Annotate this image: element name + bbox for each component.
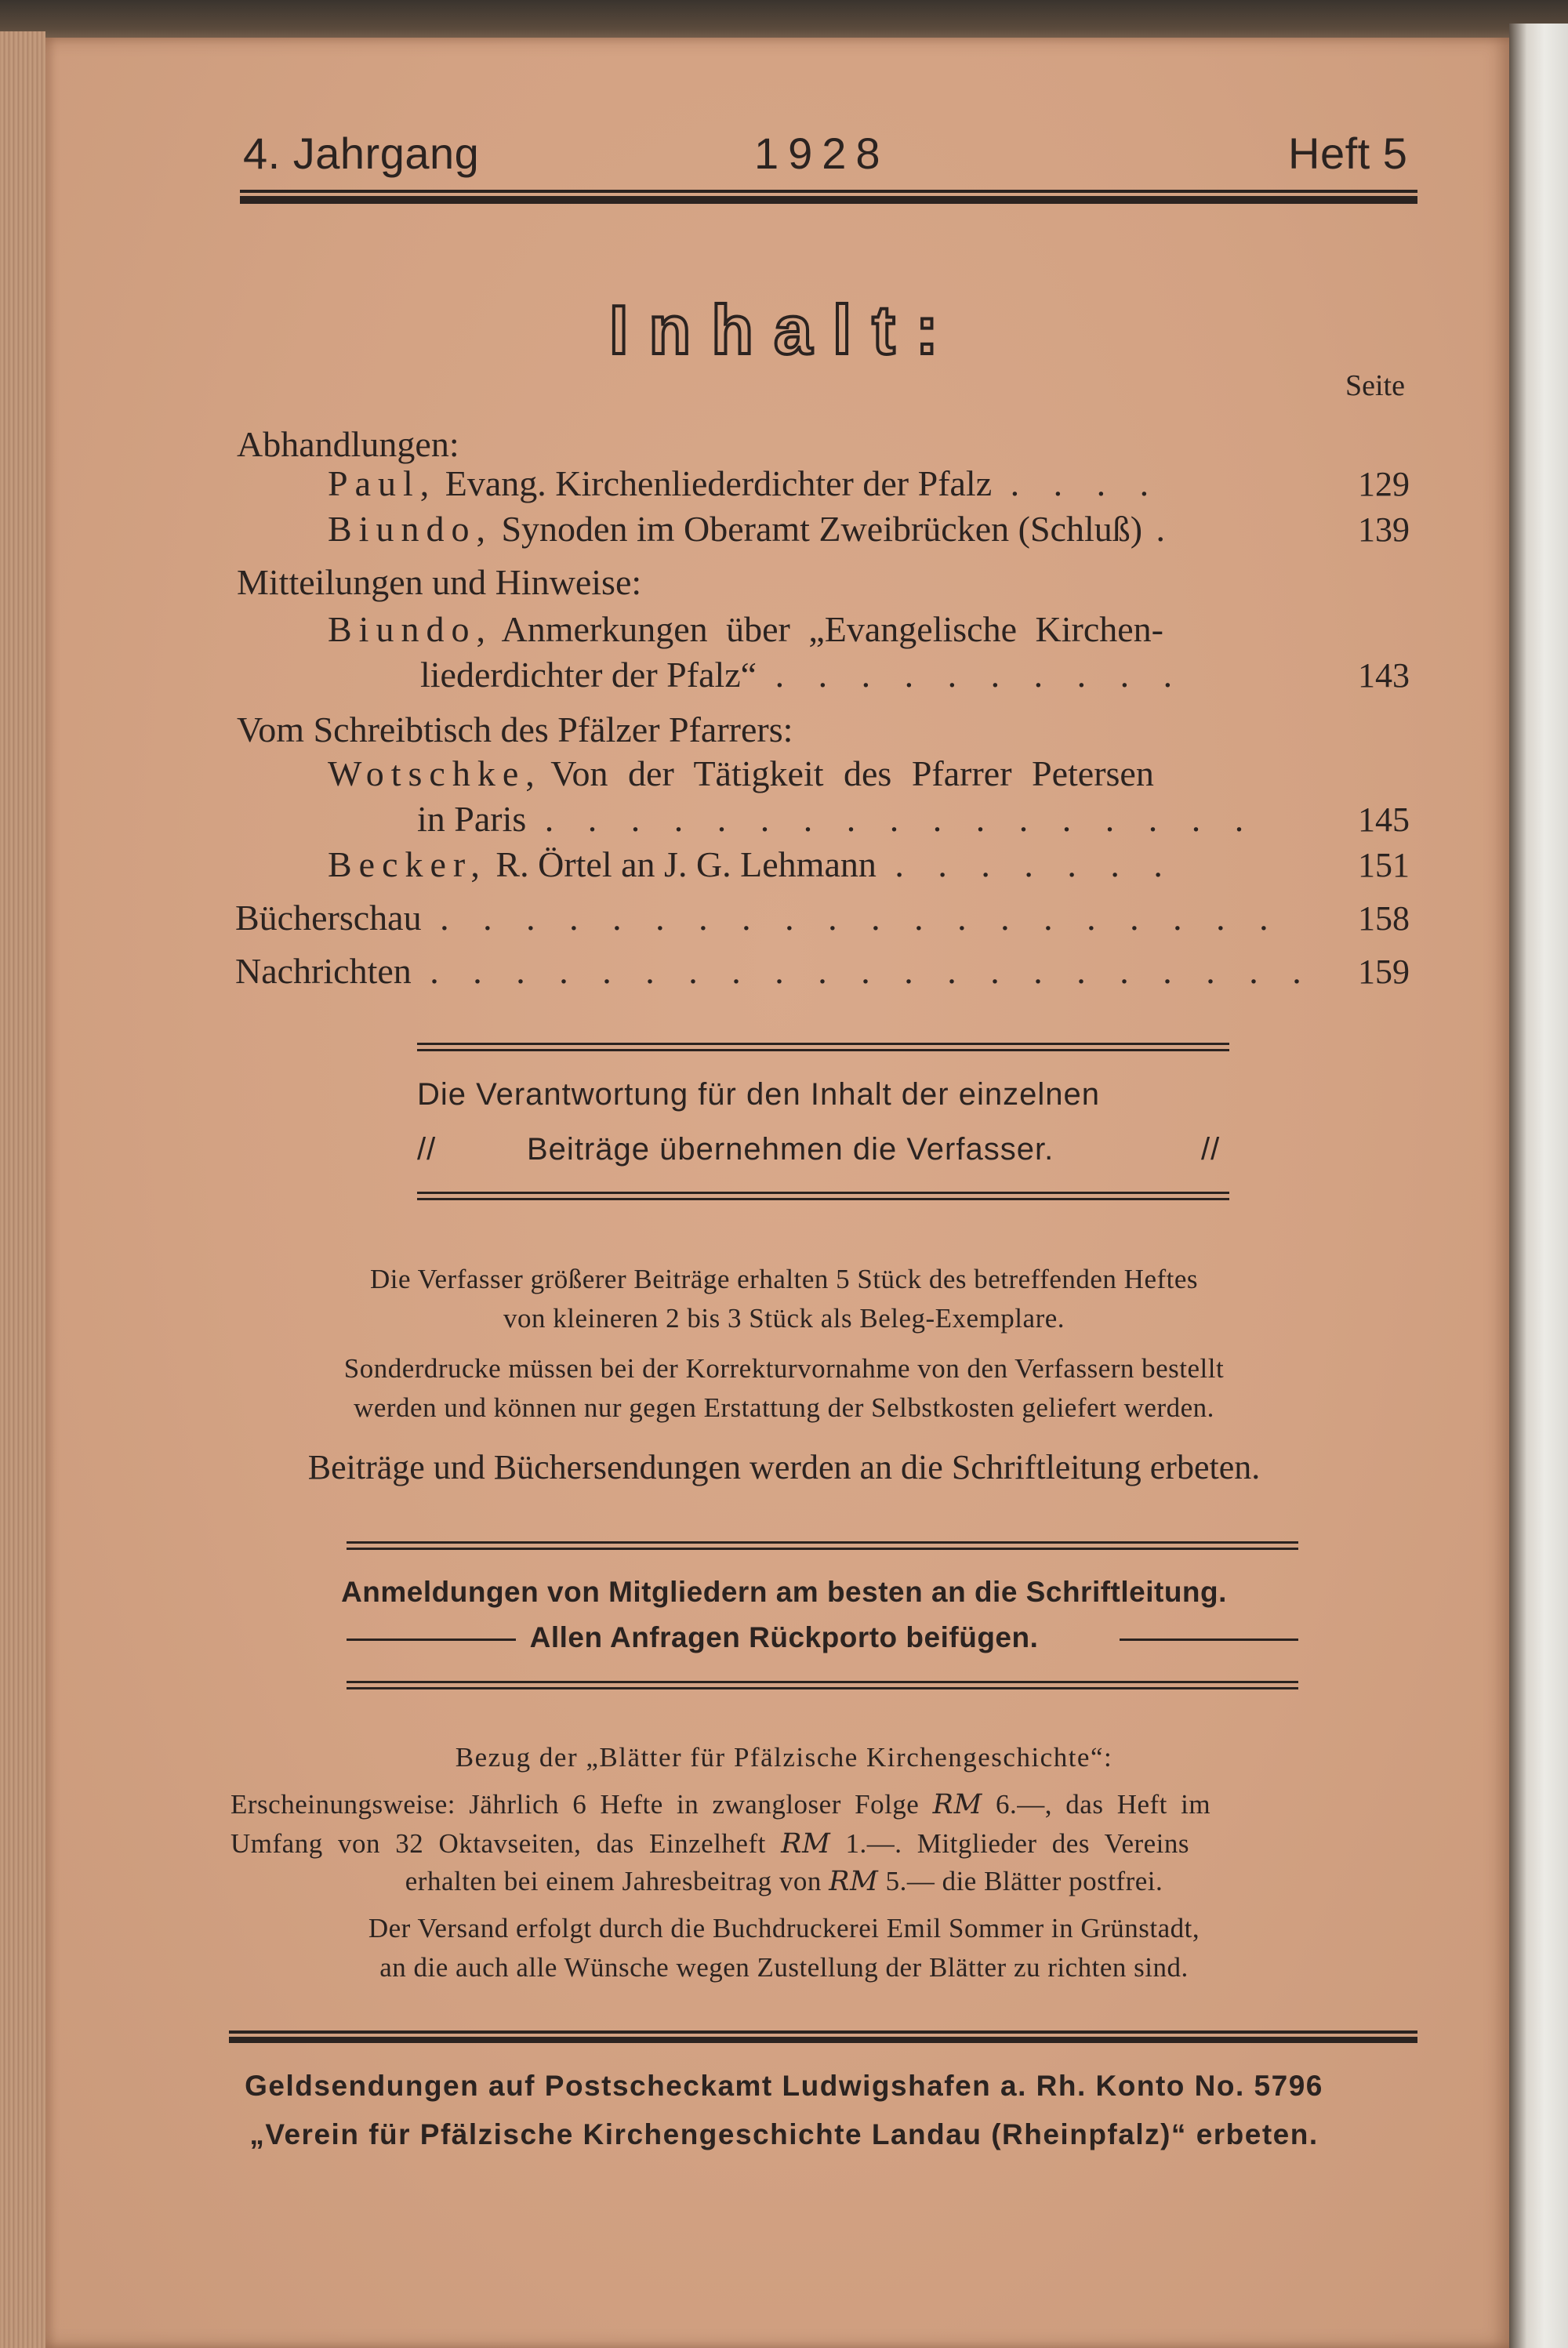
toc-title: Synoden im Oberamt Zweibrücken (Schluß)	[501, 509, 1143, 549]
subscription-text: Umfang von 32 Oktavseiten, das Einzelheft	[230, 1828, 766, 1859]
toc-title: Anmerkungen über „Evangelische Kirchen-	[501, 609, 1163, 649]
subscription-text: 5.— die Blätter postfrei.	[885, 1866, 1163, 1896]
toc-page-number: 143	[1358, 656, 1410, 695]
toc-entry	[328, 463, 1161, 504]
toc-author: Becker,	[328, 844, 487, 884]
toc-author: Biundo,	[328, 509, 492, 549]
dash-rule-right	[1120, 1639, 1298, 1641]
divider-rule	[347, 1681, 1298, 1683]
subscription-text: erhalten bei einem Jahresbeitrag von	[405, 1866, 822, 1896]
divider-rule	[347, 1687, 1298, 1689]
responsibility-line2: Beiträge übernehmen die Verfasser.	[527, 1132, 1054, 1167]
toc-entry-nachrichten	[235, 950, 1314, 992]
toc-page-number: 139	[1358, 510, 1410, 549]
toc-entry	[328, 608, 1163, 650]
responsibility-line1: Die Verantwortung für den Inhalt der einzelnen	[417, 1077, 1100, 1112]
page-column-label: Seite	[1345, 369, 1405, 402]
toc-title: Von der Tätigkeit des Pfarrer Petersen	[550, 753, 1154, 793]
toc-title: R. Örtel an J. G. Lehmann	[495, 844, 877, 884]
toc-page-number: 158	[1358, 899, 1410, 938]
toc-page-number: 129	[1358, 465, 1410, 503]
toc-entry-buecherschau	[235, 897, 1281, 938]
membership-line1: Anmeldungen von Mitgliedern am besten an die Schriftleitung.	[341, 1576, 1227, 1608]
footer-rule-thick	[229, 2037, 1417, 2043]
responsibility-mark-left: //	[417, 1132, 437, 1167]
authors-note-line4: werden und können nur gegen Erstattung der Selbstkosten geliefert werden.	[354, 1392, 1214, 1423]
toc-leader: . . . . . . . . . .	[775, 655, 1185, 695]
divider-rule	[417, 1049, 1229, 1051]
subscription-line2	[230, 1789, 1210, 1820]
toc-entry	[328, 753, 1154, 794]
divider-rule	[347, 1541, 1298, 1544]
subscription-line1: Bezug der „Blätter für Pfälzische Kirchengeschichte“:	[455, 1742, 1113, 1773]
toc-title-continued: in Paris	[417, 799, 527, 839]
section-heading-buecherschau: Bücherschau	[235, 898, 422, 938]
responsibility-mark-right: //	[1201, 1132, 1221, 1167]
toc-leader: .	[1156, 509, 1178, 549]
toc-entry-continuation	[417, 798, 1256, 840]
divider-rule	[417, 1043, 1229, 1045]
payment-line2: „Verein für Pfälzische Kirchengeschichte Landau (Rheinpfalz)“ erbeten.	[249, 2118, 1319, 2150]
toc-author: Wotschke,	[328, 753, 542, 793]
section-heading-mitteilungen: Mitteilungen und Hinweise:	[237, 562, 642, 602]
subscription-line6: an die auch alle Wünsche wegen Zustellung der Blätter zu richten sind.	[379, 1952, 1189, 1983]
subscription-text: Erscheinungsweise: Jährlich 6 Hefte in zwangloser Folge	[230, 1789, 920, 1820]
toc-leader: . . . . . . . . . . . . . . . . .	[544, 799, 1257, 839]
toc-title: Evang. Kirchenliederdichter der Pfalz	[445, 463, 993, 503]
currency-symbol: RM	[829, 1866, 879, 1897]
section-heading-nachrichten: Nachrichten	[235, 951, 412, 991]
subscription-text: 1.—. Mitglieder des Vereins	[845, 1828, 1190, 1859]
toc-author: Biundo,	[328, 609, 492, 649]
toc-entry	[328, 508, 1178, 550]
subscription-line3	[230, 1828, 1189, 1860]
authors-note-line2: von kleineren 2 bis 3 Stück als Beleg-Exemplare.	[503, 1303, 1065, 1334]
authors-note-line3: Sonderdrucke müssen bei der Korrekturvornahme von den Verfassern bestellt	[343, 1353, 1225, 1384]
authors-note-line1: Die Verfasser größerer Beiträge erhalten 5 Stück des betreffenden Heftes	[369, 1264, 1199, 1294]
issue-label: Heft 5	[1288, 129, 1408, 178]
toc-leader: . . . . . . . . . . . . . . . . . . . . .	[430, 951, 1314, 991]
toc-page-number: 159	[1358, 953, 1410, 991]
toc-author: Paul,	[328, 463, 437, 503]
divider-rule	[417, 1198, 1229, 1200]
toc-entry	[328, 844, 1175, 885]
header-rule-thin	[240, 190, 1417, 193]
subscription-line5: Der Versand erfolgt durch die Buchdruckerei Emil Sommer in Grünstadt,	[368, 1913, 1200, 1943]
year-label: 1928	[754, 129, 890, 178]
section-heading-schreibtisch: Vom Schreibtisch des Pfälzer Pfarrers:	[237, 709, 793, 749]
toc-entry-continuation	[420, 654, 1185, 695]
toc-page-number: 145	[1358, 800, 1410, 839]
currency-symbol: RM	[781, 1828, 831, 1860]
payment-line1: Geldsendungen auf Postscheckamt Ludwigshafen a. Rh. Konto No. 5796	[245, 2070, 1323, 2102]
currency-symbol: RM	[932, 1789, 982, 1820]
divider-rule	[347, 1548, 1298, 1550]
membership-line2: Allen Anfragen Rückporto beifügen.	[529, 1621, 1039, 1653]
toc-leader: . . . . . . . . . . . . . . . . . . . .	[440, 898, 1281, 938]
subscription-text: 6.—, das Heft im	[996, 1789, 1211, 1820]
authors-note-line5: Beiträge und Büchersendungen werden an die Schriftleitung erbeten.	[307, 1448, 1261, 1486]
footer-rule-thin	[229, 2030, 1417, 2034]
toc-leader: . . . .	[1010, 463, 1162, 503]
header-rule-thick	[240, 196, 1417, 204]
section-heading-abhandlungen: Abhandlungen:	[237, 424, 459, 464]
divider-rule	[417, 1192, 1229, 1194]
page-title: Inhalt:	[609, 291, 959, 368]
subscription-line4	[0, 1866, 1568, 1897]
toc-page-number: 151	[1358, 846, 1410, 884]
toc-leader: . . . . . . .	[895, 844, 1175, 884]
toc-title-continued: liederdichter der Pfalz“	[420, 655, 757, 695]
volume-label: 4. Jahrgang	[243, 129, 480, 178]
